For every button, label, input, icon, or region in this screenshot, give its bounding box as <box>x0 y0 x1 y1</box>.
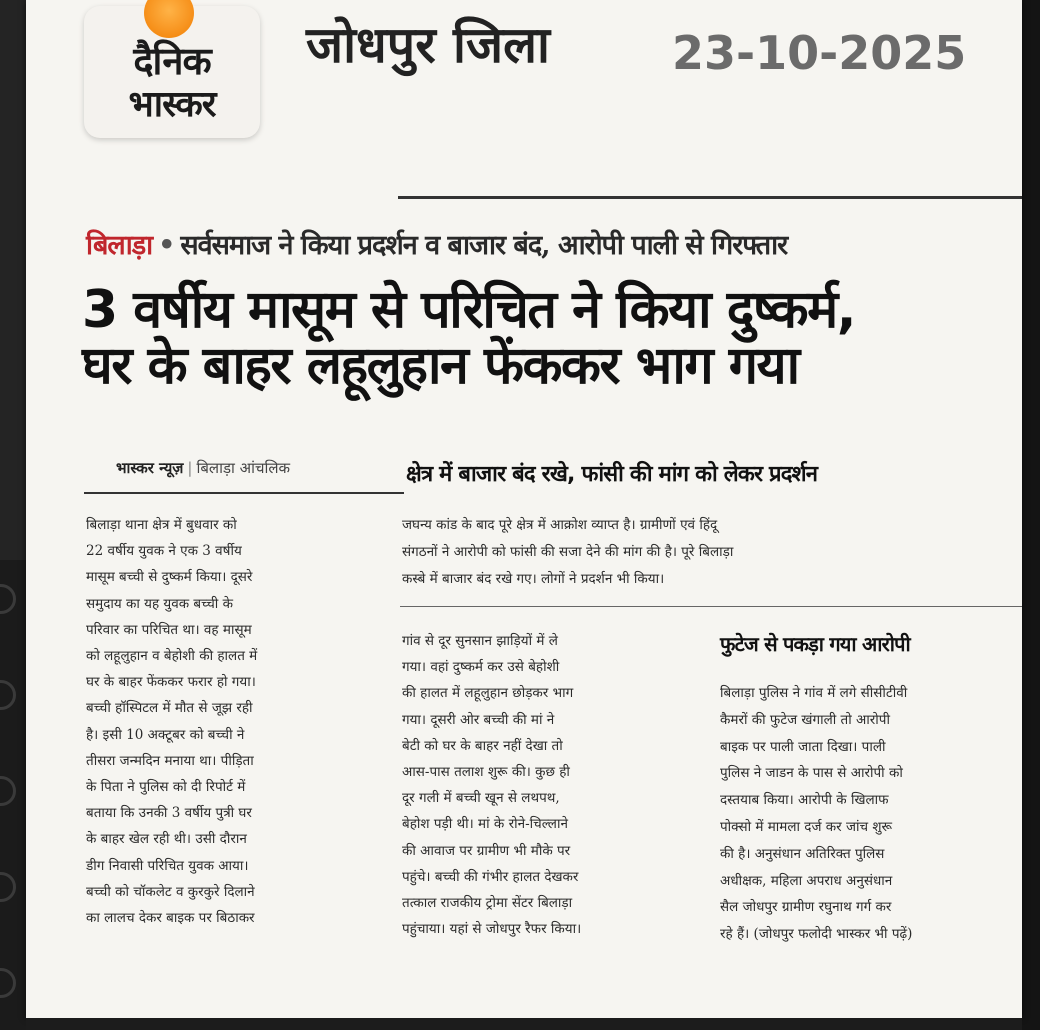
paragraph-line: बताया कि उनकी 3 वर्षीय पुत्री घर <box>86 805 252 822</box>
paragraph-line: गया। दूसरी ओर बच्ची की मां ने <box>402 711 555 728</box>
paragraph-line: पुलिस ने जाडन के पास से आरोपी को <box>720 765 903 782</box>
paragraph-line: है। इसी 10 अक्टूबर को बच्ची ने <box>86 726 245 743</box>
subheading-top: क्षेत्र में बाजार बंद रखे, फांसी की मांग को लेकर प्रदर्शन <box>406 462 818 487</box>
paragraph-line: का लालच देकर बाइक पर बिठाकर <box>86 910 255 927</box>
background-right-strip <box>1022 0 1040 1030</box>
circle-icon <box>0 680 16 710</box>
byline-divider <box>84 492 404 494</box>
column-divider <box>400 606 1022 607</box>
logo-line-1: दैनिक <box>133 38 211 83</box>
background-side-strip <box>0 560 26 1030</box>
edition-title: जोधपुर जिला <box>306 16 550 74</box>
dainik-bhaskar-logo <box>84 6 260 138</box>
article-kicker <box>86 232 787 259</box>
body-column-1 <box>86 512 398 931</box>
paragraph-line: पहुंचे। बच्ची की गंभीर हालत देखकर <box>402 868 579 885</box>
paragraph-line: बेहोश पड़ी थी। मां के रोने-चिल्लाने <box>402 816 568 833</box>
circle-icon <box>0 872 16 902</box>
sun-icon <box>144 0 194 38</box>
paragraph-line: दस्तयाब किया। आरोपी के खिलाफ <box>720 792 889 809</box>
paragraph-line: तत्काल राजकीय ट्रोमा सेंटर बिलाड़ा <box>402 895 573 912</box>
paragraph-line: को लहूलुहान व बेहोशी की हालत में <box>86 648 258 665</box>
circle-icon <box>0 968 16 998</box>
paragraph-line: डीग निवासी परिचित युवक आया। <box>86 857 249 874</box>
kicker-place: बिलाड़ा <box>86 230 153 261</box>
article-headline <box>82 282 1022 394</box>
paragraph-line: अधीक्षक, महिला अपराध अनुसंधान <box>720 872 893 889</box>
top-paragraph <box>402 512 1002 593</box>
byline <box>116 458 290 478</box>
byline-separator: | <box>187 459 193 477</box>
paragraph-line: बेटी को घर के बाहर नहीं देखा तो <box>402 737 563 754</box>
newspaper-clipping <box>26 0 1022 1018</box>
paragraph-line: बिलाड़ा थाना क्षेत्र में बुधवार को <box>86 517 237 533</box>
paragraph-line: बाइक पर पाली जाता दिखा। पाली <box>720 738 886 755</box>
byline-source: भास्कर न्यूज़ <box>116 459 184 477</box>
paragraph-line: की आवाज पर ग्रामीण भी मौके पर <box>402 842 571 859</box>
paragraph-line: कैमरों की फुटेज खंगाली तो आरोपी <box>720 711 890 728</box>
background-bottom-strip <box>26 1018 1022 1030</box>
paragraph-line: गांव से दूर सुनसान झाड़ियों में ले <box>402 633 558 649</box>
kicker-bullet: • <box>158 230 175 261</box>
paragraph-line: जघन्य कांड के बाद पूरे क्षेत्र में आक्रोश व्याप्त है। ग्रामीणों एवं हिंदू <box>402 517 718 533</box>
paragraph-line: के पिता ने पुलिस को दी रिपोर्ट में <box>86 779 246 796</box>
paragraph-line: परिवार का परिचित था। वह मासूम <box>86 621 252 638</box>
paragraph-line: गया। वहां दुष्कर्म कर उसे बेहोशी <box>402 659 560 676</box>
paragraph-line: सैल जोधपुर ग्रामीण रघुनाथ गर्ग कर <box>720 899 892 916</box>
paragraph-line: रहे हैं। (जोधपुर फलोदी भास्कर भी पढ़ें) <box>720 926 913 943</box>
paragraph-line: मासूम बच्ची से दुष्कर्म किया। दूसरे <box>86 569 253 586</box>
body-column-2 <box>402 628 708 942</box>
paragraph-line: घर के बाहर फेंककर फरार हो गया। <box>86 674 256 691</box>
subheading-right: फुटेज से पकड़ा गया आरोपी <box>720 632 910 656</box>
paragraph-line: के बाहर खेल रही थी। उसी दौरान <box>86 831 247 848</box>
paragraph-line: की हालत में लहूलुहान छोड़कर भाग <box>402 685 574 702</box>
body-column-3 <box>720 680 1018 948</box>
paragraph-line: पहुंचाया। यहां से जोधपुर रैफर किया। <box>402 921 582 938</box>
paragraph-line: कस्बे में बाजार बंद रखे गए। लोगों ने प्रदर्शन भी किया। <box>402 571 665 587</box>
masthead-divider <box>398 196 1022 199</box>
paragraph-line: आस-पास तलाश शुरू की। कुछ ही <box>402 764 570 781</box>
logo-line-2: भास्कर <box>128 83 216 125</box>
paragraph-line: बिलाड़ा पुलिस ने गांव में लगे सीसीटीवी <box>720 685 908 701</box>
circle-icon <box>0 776 16 806</box>
paragraph-line: संगठनों ने आरोपी को फांसी की सजा देने की मांग की है। पूरे बिलाड़ा <box>402 544 734 560</box>
paragraph-line: समुदाय का यह युवक बच्ची के <box>86 595 233 612</box>
headline-line-1: 3 वर्षीय मासूम से परिचित ने किया दुष्कर्म, <box>82 280 855 340</box>
headline-line-2: घर के बाहर लहूलुहान फेंककर भाग गया <box>82 336 799 396</box>
paragraph-line: बच्ची को चॉकलेट व कुरकुरे दिलाने <box>86 883 255 900</box>
paragraph-line: तीसरा जन्मदिन मनाया था। पीड़िता <box>86 752 254 769</box>
edition-date: 23-10-2025 <box>672 26 967 80</box>
circle-icon <box>0 584 16 614</box>
paragraph-line: बच्ची हॉस्पिटल में मौत से जूझ रही <box>86 700 253 717</box>
byline-place: बिलाड़ा आंचलिक <box>196 459 291 477</box>
paragraph-line: 22 वर्षीय युवक ने एक 3 वर्षीय <box>86 543 242 560</box>
paragraph-line: पोक्सो में मामला दर्ज कर जांच शुरू <box>720 818 893 835</box>
kicker-text: सर्वसमाज ने किया प्रदर्शन व बाजार बंद, आरोपी पाली से गिरफ्तार <box>180 230 788 261</box>
paragraph-line: की है। अनुसंधान अतिरिक्त पुलिस <box>720 845 885 862</box>
paragraph-line: दूर गली में बच्ची खून से लथपथ, <box>402 790 560 807</box>
